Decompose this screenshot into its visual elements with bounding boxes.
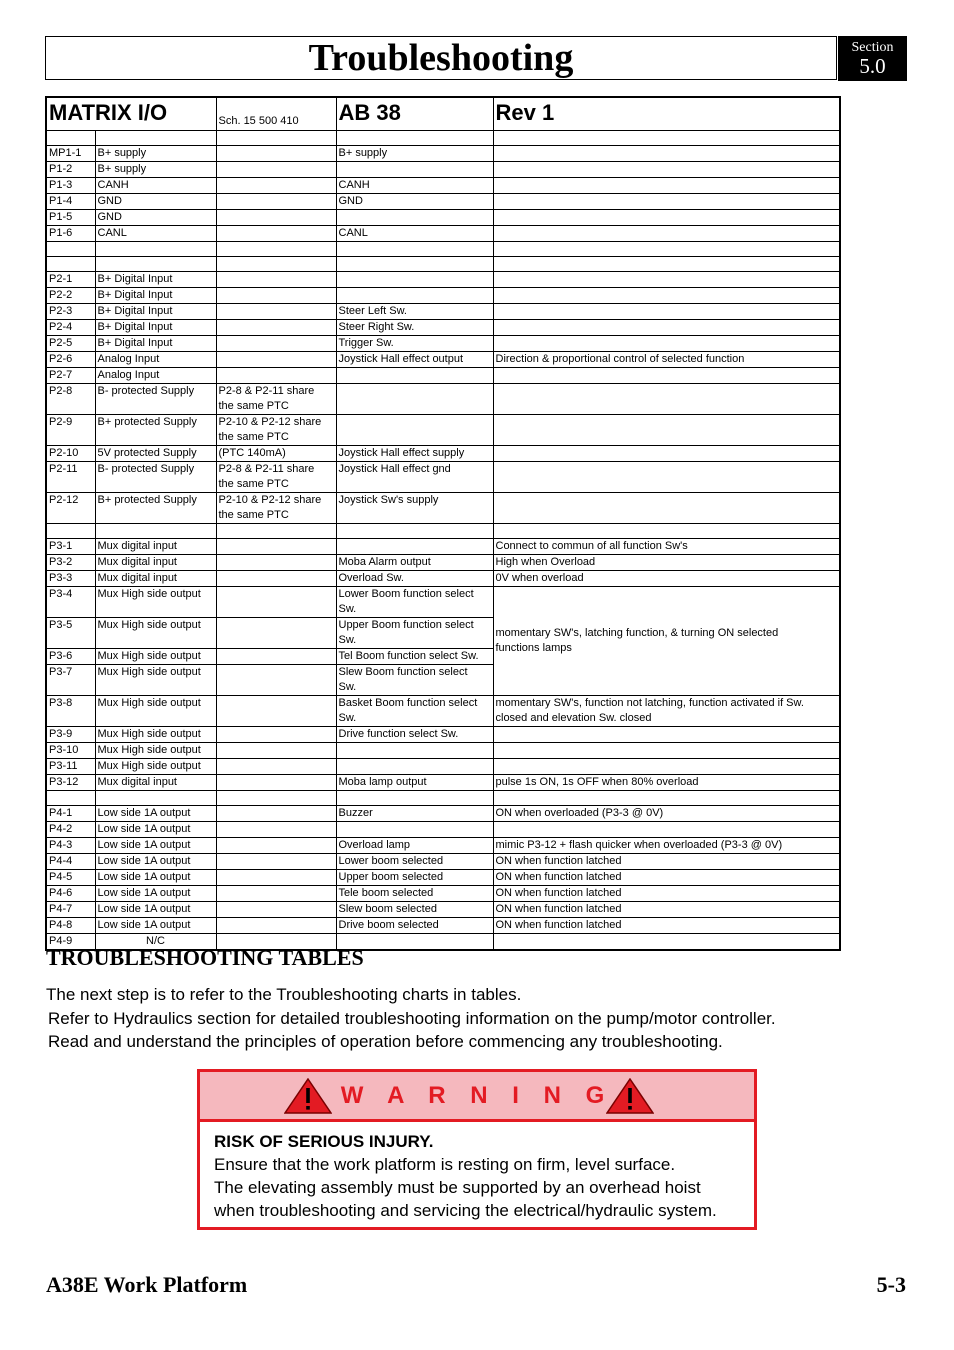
- description-cell: High when Overload: [493, 555, 840, 571]
- description-cell: [493, 493, 840, 524]
- function-cell: Steer Right Sw.: [336, 320, 493, 336]
- warning-line: The elevating assembly must be supported by an overhead hoist: [214, 1178, 701, 1197]
- model-label: AB 38: [336, 97, 493, 131]
- section-badge: [838, 36, 907, 81]
- matrix-row: [46, 304, 840, 320]
- function-cell: [336, 791, 493, 806]
- function-cell: Buzzer: [336, 806, 493, 822]
- matrix-row: [46, 854, 840, 870]
- warning-body: [200, 1122, 754, 1222]
- function-cell: Trigger Sw.: [336, 336, 493, 352]
- matrix-row: [46, 838, 840, 854]
- io-type-cell: Mux digital input: [95, 555, 216, 571]
- ptc-note-cell: P2-8 & P2-11 share the same PTC: [216, 462, 336, 493]
- pin-cell: P2-8: [46, 384, 95, 415]
- description-cell: [493, 384, 840, 415]
- description-cell: [493, 194, 840, 210]
- function-cell: [336, 242, 493, 257]
- ptc-note-cell: [216, 226, 336, 242]
- function-cell: CANH: [336, 178, 493, 194]
- function-cell: Overload lamp: [336, 838, 493, 854]
- pin-cell: P3-10: [46, 743, 95, 759]
- matrix-row: [46, 178, 840, 194]
- function-cell: [336, 257, 493, 272]
- ptc-note-cell: P2-10 & P2-12 share the same PTC: [216, 415, 336, 446]
- io-type-cell: B+ protected Supply: [95, 493, 216, 524]
- ptc-note-cell: [216, 162, 336, 178]
- pin-cell: P1-6: [46, 226, 95, 242]
- pin-cell: P4-4: [46, 854, 95, 870]
- io-type-cell: N/C: [95, 934, 216, 951]
- ptc-note-cell: [216, 665, 336, 696]
- pin-cell: P2-10: [46, 446, 95, 462]
- matrix-row: [46, 571, 840, 587]
- function-cell: Lower Boom function select Sw.: [336, 587, 493, 618]
- pin-cell: P3-8: [46, 696, 95, 727]
- ptc-note-cell: [216, 336, 336, 352]
- function-cell: [336, 539, 493, 555]
- pin-cell: P3-3: [46, 571, 95, 587]
- page-title: Troubleshooting: [308, 37, 574, 79]
- pin-cell: P3-12: [46, 775, 95, 791]
- description-cell: ON when function latched: [493, 902, 840, 918]
- description-cell: ON when function latched: [493, 886, 840, 902]
- description-cell: [493, 822, 840, 838]
- description-cell: [493, 462, 840, 493]
- matrix-row: [46, 743, 840, 759]
- revision-label: Rev 1: [493, 97, 840, 131]
- description-cell: [493, 446, 840, 462]
- function-cell: Lower boom selected: [336, 854, 493, 870]
- ptc-note-cell: [216, 743, 336, 759]
- function-cell: Slew boom selected: [336, 902, 493, 918]
- function-cell: Tel Boom function select Sw.: [336, 649, 493, 665]
- io-type-cell: Mux digital input: [95, 775, 216, 791]
- function-cell: GND: [336, 194, 493, 210]
- io-type-cell: B+ Digital Input: [95, 272, 216, 288]
- description-cell: pulse 1s ON, 1s OFF when 80% overload: [493, 775, 840, 791]
- description-cell: [493, 368, 840, 384]
- description-cell: ON when function latched: [493, 870, 840, 886]
- ptc-note-cell: [216, 870, 336, 886]
- description-cell: [493, 727, 840, 743]
- description-cell: Direction & proportional control of selected function: [493, 352, 840, 368]
- io-type-cell: Mux High side output: [95, 649, 216, 665]
- pin-cell: P4-1: [46, 806, 95, 822]
- ptc-note-cell: [216, 539, 336, 555]
- matrix-row: [46, 146, 840, 162]
- pin-cell: P3-2: [46, 555, 95, 571]
- function-cell: Moba Alarm output: [336, 555, 493, 571]
- pin-cell: P2-5: [46, 336, 95, 352]
- function-cell: B+ supply: [336, 146, 493, 162]
- matrix-row: [46, 162, 840, 178]
- pin-cell: [46, 131, 95, 146]
- matrix-row: [46, 226, 840, 242]
- ptc-note-cell: [216, 587, 336, 618]
- ptc-note-cell: [216, 571, 336, 587]
- pin-cell: P4-9: [46, 934, 95, 951]
- ptc-note-cell: [216, 791, 336, 806]
- pin-cell: P3-6: [46, 649, 95, 665]
- intro-line: Read and understand the principles of operation before commencing any troubleshooting.: [48, 1032, 723, 1051]
- matrix-header-row: [46, 97, 840, 131]
- function-cell: CANL: [336, 226, 493, 242]
- ptc-note-cell: [216, 838, 336, 854]
- pin-cell: [46, 257, 95, 272]
- ptc-note-cell: [216, 806, 336, 822]
- pin-cell: P3-1: [46, 539, 95, 555]
- pin-cell: P2-11: [46, 462, 95, 493]
- io-type-cell: GND: [95, 194, 216, 210]
- io-type-cell: Mux digital input: [95, 571, 216, 587]
- function-cell: [336, 743, 493, 759]
- description-cell: [493, 524, 840, 539]
- description-cell: [493, 210, 840, 226]
- matrix-row: [46, 446, 840, 462]
- pin-cell: P1-5: [46, 210, 95, 226]
- warning-title: W A R N I N G: [340, 1081, 614, 1109]
- io-type-cell: Low side 1A output: [95, 838, 216, 854]
- pin-cell: P1-4: [46, 194, 95, 210]
- matrix-row: [46, 696, 840, 727]
- io-type-cell: CANH: [95, 178, 216, 194]
- pin-cell: P2-12: [46, 493, 95, 524]
- function-cell: Joystick Hall effect gnd: [336, 462, 493, 493]
- ptc-note-cell: [216, 902, 336, 918]
- function-cell: [336, 131, 493, 146]
- page-title-box: [45, 36, 837, 80]
- ptc-note-cell: [216, 649, 336, 665]
- matrix-row: [46, 257, 840, 272]
- io-type-cell: Low side 1A output: [95, 806, 216, 822]
- io-type-cell: Mux High side output: [95, 618, 216, 649]
- ptc-note-cell: [216, 146, 336, 162]
- matrix-row: [46, 806, 840, 822]
- description-cell: [493, 162, 840, 178]
- ptc-note-cell: (PTC 140mA): [216, 446, 336, 462]
- ptc-note-cell: [216, 368, 336, 384]
- matrix-row: [46, 272, 840, 288]
- matrix-row: [46, 727, 840, 743]
- ptc-note-cell: [216, 696, 336, 727]
- warning-triangle-icon: [284, 1078, 332, 1114]
- pin-cell: P2-1: [46, 272, 95, 288]
- pin-cell: P2-2: [46, 288, 95, 304]
- function-cell: Upper Boom function select Sw.: [336, 618, 493, 649]
- function-cell: [336, 288, 493, 304]
- io-type-cell: Low side 1A output: [95, 918, 216, 934]
- io-type-cell: B+ Digital Input: [95, 304, 216, 320]
- description-cell: [493, 743, 840, 759]
- function-cell: [336, 415, 493, 446]
- description-cell: [493, 288, 840, 304]
- pin-cell: P3-4: [46, 587, 95, 618]
- matrix-row: [46, 791, 840, 806]
- description-cell: mimic P3-12 + flash quicker when overloaded (P3-3 @ 0V): [493, 838, 840, 854]
- function-cell: Steer Left Sw.: [336, 304, 493, 320]
- matrix-row: [46, 131, 840, 146]
- function-cell: [336, 524, 493, 539]
- function-cell: Moba lamp output: [336, 775, 493, 791]
- ptc-note-cell: [216, 886, 336, 902]
- description-cell: ON when overloaded (P3-3 @ 0V): [493, 806, 840, 822]
- ptc-note-cell: [216, 210, 336, 226]
- ptc-note-cell: P2-8 & P2-11 share the same PTC: [216, 384, 336, 415]
- io-type-cell: B+ supply: [95, 146, 216, 162]
- io-type-cell: 5V protected Supply: [95, 446, 216, 462]
- function-cell: Joystick Sw's supply: [336, 493, 493, 524]
- function-cell: Overload Sw.: [336, 571, 493, 587]
- description-cell: ON when function latched: [493, 854, 840, 870]
- description-cell: [493, 320, 840, 336]
- pin-cell: P2-9: [46, 415, 95, 446]
- io-type-cell: [95, 524, 216, 539]
- description-cell: [493, 304, 840, 320]
- description-cell: [493, 336, 840, 352]
- matrix-row: [46, 555, 840, 571]
- warning-box: [197, 1069, 757, 1230]
- pin-cell: MP1-1: [46, 146, 95, 162]
- matrix-row: [46, 493, 840, 524]
- description-cell: [493, 257, 840, 272]
- matrix-row: [46, 415, 840, 446]
- matrix-row: [46, 870, 840, 886]
- io-type-cell: [95, 257, 216, 272]
- function-cell: [336, 384, 493, 415]
- ptc-note-cell: [216, 352, 336, 368]
- ptc-note-cell: [216, 178, 336, 194]
- function-cell: [336, 368, 493, 384]
- io-type-cell: Analog Input: [95, 352, 216, 368]
- io-type-cell: Mux High side output: [95, 696, 216, 727]
- description-cell: ON when function latched: [493, 918, 840, 934]
- pin-cell: [46, 524, 95, 539]
- matrix-row: [46, 320, 840, 336]
- io-type-cell: B+ Digital Input: [95, 336, 216, 352]
- io-type-cell: Mux digital input: [95, 539, 216, 555]
- footer-product: A38E Work Platform: [46, 1272, 248, 1297]
- ptc-note-cell: [216, 304, 336, 320]
- warning-line: Ensure that the work platform is resting on firm, level surface.: [214, 1155, 676, 1174]
- pin-cell: P4-5: [46, 870, 95, 886]
- io-type-cell: Low side 1A output: [95, 902, 216, 918]
- intro-line: Refer to Hydraulics section for detailed troubleshooting information on the pump/motor controller.: [48, 1008, 776, 1028]
- ptc-note-cell: [216, 618, 336, 649]
- ptc-note-cell: [216, 242, 336, 257]
- warning-triangle-icon: [606, 1078, 654, 1114]
- warning-line: when troubleshooting and servicing the electrical/hydraulic system.: [214, 1201, 717, 1220]
- matrix-row: [46, 524, 840, 539]
- pin-cell: P2-4: [46, 320, 95, 336]
- intro-line: The next step is to refer to the Troubleshooting charts in tables.: [46, 985, 522, 1004]
- ptc-note-cell: [216, 524, 336, 539]
- io-type-cell: Low side 1A output: [95, 854, 216, 870]
- description-cell: 0V when overload: [493, 571, 840, 587]
- io-type-cell: GND: [95, 210, 216, 226]
- ptc-note-cell: [216, 854, 336, 870]
- matrix-row: [46, 336, 840, 352]
- function-cell: Tele boom selected: [336, 886, 493, 902]
- matrix-row: [46, 288, 840, 304]
- function-cell: [336, 759, 493, 775]
- pin-cell: P4-6: [46, 886, 95, 902]
- pin-cell: [46, 242, 95, 257]
- io-type-cell: B+ Digital Input: [95, 320, 216, 336]
- pin-cell: P4-7: [46, 902, 95, 918]
- ptc-note-cell: [216, 272, 336, 288]
- ptc-note-cell: [216, 822, 336, 838]
- io-type-cell: B- protected Supply: [95, 462, 216, 493]
- matrix-io-table: [45, 96, 841, 951]
- matrix-row: [46, 539, 840, 555]
- io-type-cell: CANL: [95, 226, 216, 242]
- warning-risk: RISK OF SERIOUS INJURY.: [214, 1132, 434, 1151]
- matrix-row: [46, 822, 840, 838]
- intro-paragraph: [46, 983, 846, 1054]
- pin-cell: P3-7: [46, 665, 95, 696]
- matrix-row: [46, 384, 840, 415]
- function-cell: Joystick Hall effect supply: [336, 446, 493, 462]
- footer-page-number: 5-3: [876, 1272, 906, 1297]
- io-type-cell: B+ supply: [95, 162, 216, 178]
- io-type-cell: B- protected Supply: [95, 384, 216, 415]
- ptc-note-cell: [216, 194, 336, 210]
- description-cell: [493, 178, 840, 194]
- description-cell: [493, 934, 840, 951]
- io-type-cell: Mux High side output: [95, 759, 216, 775]
- io-type-cell: B+ Digital Input: [95, 288, 216, 304]
- warning-header: [200, 1072, 754, 1122]
- matrix-row: [46, 886, 840, 902]
- pin-cell: [46, 791, 95, 806]
- matrix-row: [46, 242, 840, 257]
- ptc-note-cell: [216, 257, 336, 272]
- ptc-note-cell: [216, 288, 336, 304]
- pin-cell: P3-5: [46, 618, 95, 649]
- matrix-row: [46, 902, 840, 918]
- matrix-row: [46, 587, 840, 618]
- ptc-note-cell: [216, 918, 336, 934]
- matrix-row: [46, 368, 840, 384]
- io-type-cell: Low side 1A output: [95, 886, 216, 902]
- pin-cell: P2-7: [46, 368, 95, 384]
- description-cell: [493, 146, 840, 162]
- description-cell: [493, 226, 840, 242]
- matrix-row: [46, 775, 840, 791]
- matrix-row: [46, 210, 840, 226]
- io-type-cell: Low side 1A output: [95, 822, 216, 838]
- section-label: Section: [851, 40, 894, 55]
- io-type-cell: Mux High side output: [95, 743, 216, 759]
- io-type-cell: B+ protected Supply: [95, 415, 216, 446]
- pin-cell: P4-2: [46, 822, 95, 838]
- ptc-note-cell: [216, 320, 336, 336]
- description-cell: momentary SW's, function not latching, function activated if Sw. closed and elevation Sw. closed: [493, 696, 840, 727]
- function-cell: Joystick Hall effect output: [336, 352, 493, 368]
- ptc-note-cell: [216, 727, 336, 743]
- function-cell: Drive function select Sw.: [336, 727, 493, 743]
- io-type-cell: Mux High side output: [95, 665, 216, 696]
- io-type-cell: Analog Input: [95, 368, 216, 384]
- ptc-note-cell: [216, 555, 336, 571]
- function-cell: Slew Boom function select Sw.: [336, 665, 493, 696]
- ptc-note-cell: P2-10 & P2-12 share the same PTC: [216, 493, 336, 524]
- pin-cell: P1-3: [46, 178, 95, 194]
- description-cell: Connect to commun of all function Sw's: [493, 539, 840, 555]
- matrix-row: [46, 759, 840, 775]
- io-type-cell: [95, 131, 216, 146]
- io-type-cell: [95, 242, 216, 257]
- ptc-note-cell: [216, 775, 336, 791]
- description-cell: [493, 242, 840, 257]
- matrix-row: [46, 352, 840, 368]
- pin-cell: P3-9: [46, 727, 95, 743]
- section-number: 5.0: [859, 54, 886, 78]
- function-cell: [336, 162, 493, 178]
- pin-cell: P4-3: [46, 838, 95, 854]
- description-cell: [493, 791, 840, 806]
- function-cell: Upper boom selected: [336, 870, 493, 886]
- io-type-cell: Mux High side output: [95, 587, 216, 618]
- pin-cell: P2-3: [46, 304, 95, 320]
- schematic-number: Sch. 15 500 410: [216, 97, 336, 131]
- function-cell: [336, 822, 493, 838]
- function-cell: [336, 210, 493, 226]
- pin-cell: P3-11: [46, 759, 95, 775]
- io-type-cell: Mux High side output: [95, 727, 216, 743]
- description-cell: momentary SW's, latching function, & turning ON selected functions lamps: [493, 587, 840, 696]
- matrix-row: [46, 462, 840, 493]
- description-cell: [493, 759, 840, 775]
- troubleshooting-tables-heading: TROUBLESHOOTING TABLES: [46, 945, 364, 970]
- ptc-note-cell: [216, 759, 336, 775]
- ptc-note-cell: [216, 131, 336, 146]
- pin-cell: P2-6: [46, 352, 95, 368]
- pin-cell: P4-8: [46, 918, 95, 934]
- pin-cell: P1-2: [46, 162, 95, 178]
- description-cell: [493, 415, 840, 446]
- matrix-heading: MATRIX I/O: [46, 97, 216, 131]
- io-type-cell: [95, 791, 216, 806]
- function-cell: Basket Boom function select Sw.: [336, 696, 493, 727]
- function-cell: Drive boom selected: [336, 918, 493, 934]
- description-cell: [493, 131, 840, 146]
- io-type-cell: Low side 1A output: [95, 870, 216, 886]
- matrix-row: [46, 918, 840, 934]
- description-cell: [493, 272, 840, 288]
- function-cell: [336, 272, 493, 288]
- matrix-row: [46, 194, 840, 210]
